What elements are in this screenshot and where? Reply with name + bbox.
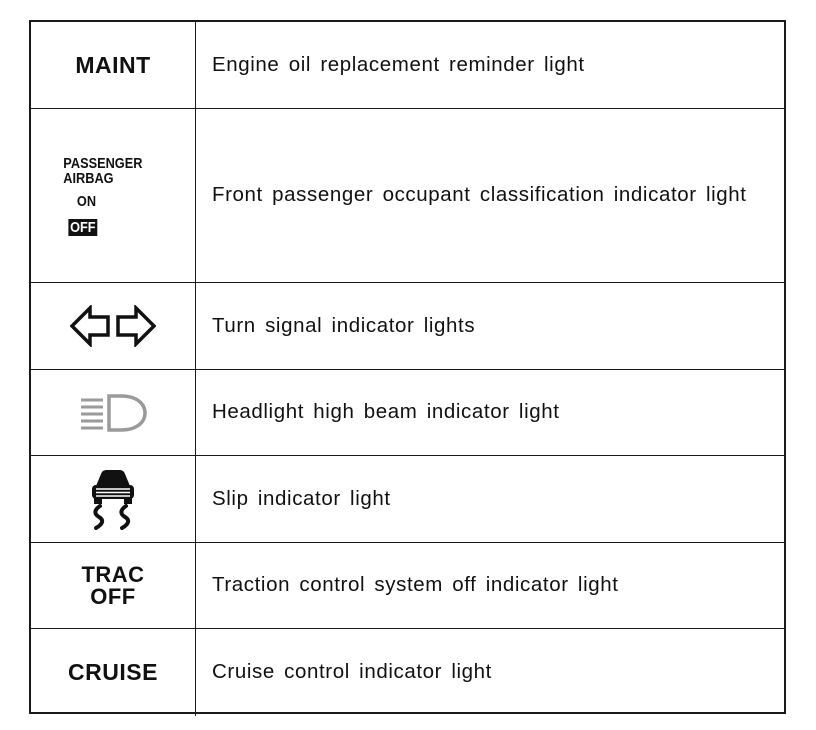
passenger-airbag-icon <box>31 156 170 236</box>
trac-label: TRAC <box>81 561 145 587</box>
cruise-icon-cell <box>31 629 196 716</box>
cruise-description: Cruise control indicator light <box>212 660 492 684</box>
slip-icon-cell <box>31 456 196 543</box>
maint-text-icon: MAINT <box>75 51 151 78</box>
off-label: OFF <box>90 583 136 609</box>
passenger-label: PASSENGER <box>63 154 143 172</box>
cruise-text-icon: CRUISE <box>68 659 158 685</box>
maint-description: Engine oil replacement reminder light <box>196 22 784 109</box>
trac-off-icon-cell <box>31 543 196 629</box>
turn-signal-icon-cell <box>31 283 196 370</box>
airbag-on-label: ON <box>76 192 97 210</box>
headlight-description: Headlight high beam indicator light <box>196 370 784 456</box>
passenger-airbag-description: Front passenger occupant classification indicator light <box>196 109 784 283</box>
trac-off-text-icon <box>81 561 145 609</box>
indicator-lights-table <box>29 20 786 714</box>
headlight-icon-cell <box>31 370 196 456</box>
turn-signal-arrows-icon <box>70 305 156 347</box>
turn-signal-description: Turn signal indicator lights <box>196 283 784 370</box>
headlight-high-beam-icon <box>77 392 149 434</box>
slip-car-icon <box>84 468 142 530</box>
slip-description: Slip indicator light <box>196 456 784 543</box>
trac-off-description: Traction control system off indicator light <box>196 543 784 629</box>
airbag-off-label: OFF <box>70 218 96 236</box>
maint-icon-cell <box>31 22 196 109</box>
airbag-label: AIRBAG <box>63 169 114 187</box>
passenger-airbag-icon-cell <box>31 109 196 283</box>
